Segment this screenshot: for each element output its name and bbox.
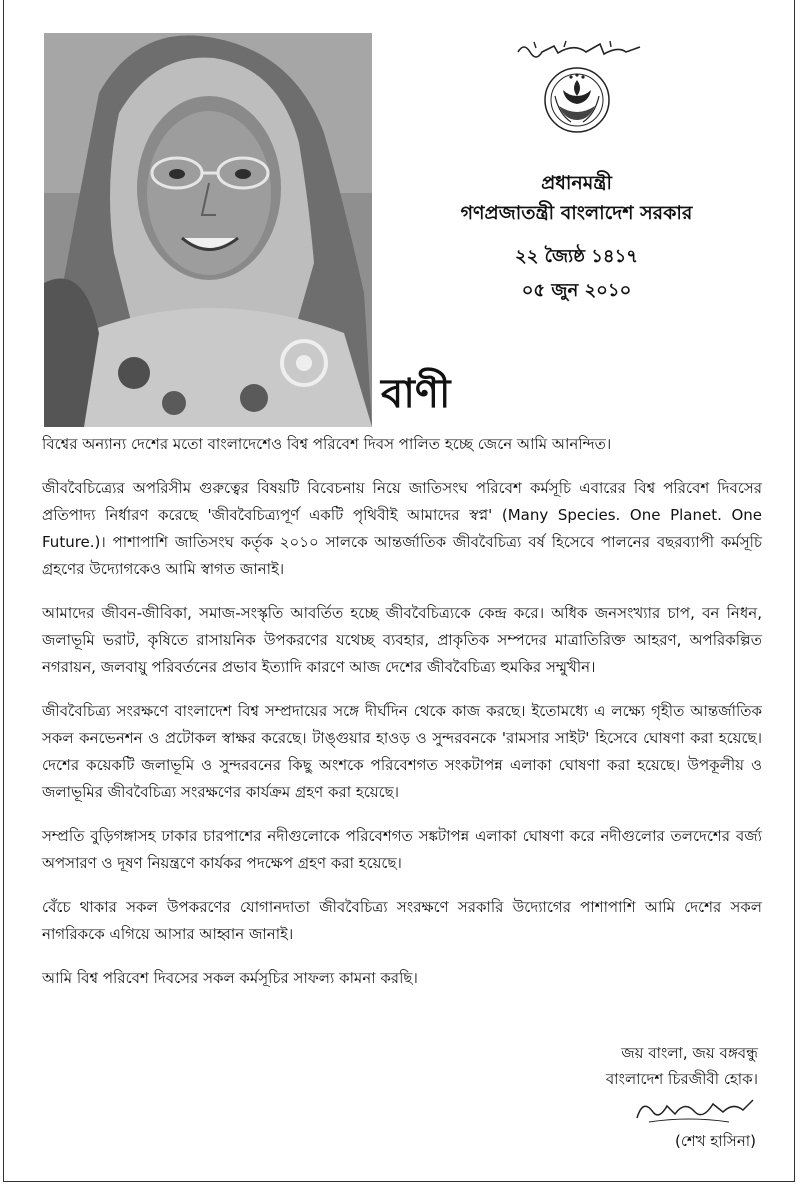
message-title: বাণী: [381, 371, 451, 417]
portrait-illustration: [44, 33, 372, 427]
slogan-bangladesh: বাংলাদেশ চিরজীবী হোক।: [605, 1070, 758, 1088]
paragraph: জীববৈচিত্র্যের অপরিসীম গুরুত্বের বিষয়টি বিবেচনায় নিয়ে জাতিসংঘ পরিবেশ কর্মসূচি এবারের বিশ্ব পরিবেশ দিবসের প্রতিপাদ্য নির্ধারণ করেছে 'জীববৈচিত্র্যপূর্ণ একটি পৃথিবীই আমাদের স্বপ্ন' (Many Species. One Planet. One Future.)। পাশাপাশি জাতিসংঘ কর্তৃক ২০১০ সালকে আন্তর্জাতিক জীববৈচিত্র্য বর্ষ হিসেবে পালনের বছরব্যাপী কর্মসূচি গ্রহণের উদ্যোগকেও আমি স্বাগত জানাই।: [42, 479, 762, 578]
bismillah-calligraphy: [514, 38, 644, 58]
bismillah-script: [514, 38, 644, 58]
paragraph: সম্প্রতি বুড়িগঙ্গাসহ ঢাকার চারপাশের নদীগুলোকে পরিবেশগত সঙ্কটাপন্ন এলাকা ঘোষণা করে নদীগুলোর তলদেশের বর্জ্য অপসারণ ও দূষণ নিয়ন্ত্রণে কার্যকর পদক্ষেপ গ্রহণ করা হয়েছে।: [42, 827, 762, 872]
paragraph: আমি বিশ্ব পরিবেশ দিবসের সকল কর্মসূচির সাফল্য কামনা করছি।: [42, 969, 418, 987]
date-gregorian: ০৫ জুন ২০১০: [521, 280, 632, 301]
paragraph: আমাদের জীবন-জীবিকা, সমাজ-সংস্কৃতি আবর্তিত হচ্ছে জীববৈচিত্র্যকে কেন্দ্র করে। অধিক জনসংখ্যার চাপ, বন নিধন, জলাভূমি ভরাট, কৃষিতে রাসায়নিক উপকরণের যথেচ্ছ ব্যবহার, প্রাকৃতিক সম্পদের মাত্রাতিরিক্ত আহরণ, অপরিকল্পিত নগরায়ন, জলবায়ু পরিবর্তনের প্রভাব ইত্যাদি কারণে আজ দেশের জীববৈচিত্র্য হুমকির সম্মুখীন।: [42, 604, 762, 676]
handwritten-signature: [629, 1092, 759, 1128]
message-body: [42, 431, 762, 1009]
paragraph: বিশ্বের অন্যান্য দেশের মতো বাংলাদেশেও বিশ্ব পরিবেশ দিবস পালিত হচ্ছে জেনে আমি আনন্দিত।: [42, 435, 612, 453]
portrait-photo: [44, 33, 372, 427]
date-bengali: ২২ জ্যৈষ্ঠ ১৪১৭: [514, 246, 638, 267]
signature: [629, 1092, 759, 1128]
slogan-joy-bangla: জয় বাংলা, জয় বঙ্গবন্ধু: [621, 1044, 758, 1062]
government-emblem: [541, 66, 613, 148]
message-document: [3, 0, 795, 1182]
paragraph: জীববৈচিত্র্য সংরক্ষণে বাংলাদেশ বিশ্ব সম্প্রদায়ের সঙ্গে দীর্ঘদিন থেকে কাজ করছে। ইতোমধ্যে এ লক্ষ্যে গৃহীত আন্তর্জাতিক সকল কনভেনশন ও প্রটোকল স্বাক্ষর করেছে। টাঙ্গুয়ার হাওড় ও সুন্দরবনকে 'রামসার সাইট' হিসেবে ঘোষণা করা হয়েছে। দেশের কয়েকটি জলাভূমি ও সুন্দরবনের কিছু অংশকে পরিবেশগত সংকটাপন্ন এলাকা ঘোষণা করা হয়েছে। উপকূলীয় ও জলাভূমির জীববৈচিত্র্য সংরক্ষণের কার্যক্রম গ্রহণ করা হয়েছে।: [42, 702, 762, 801]
closing-slogans: [606, 1040, 758, 1092]
government-title: গণপ্রজাতন্ত্রী বাংলাদেশ সরকার: [460, 202, 693, 224]
signer-name: (শেখ হাসিনা): [674, 1132, 756, 1150]
emblem-seal-icon: [541, 66, 613, 148]
office-title: প্রধানমন্ত্রী: [541, 172, 612, 194]
office-header: [399, 168, 754, 308]
paragraph: বেঁচে থাকার সকল উপকরণের যোগানদাতা জীববৈচিত্র্য সংরক্ষণে সরকারি উদ্যোগের পাশাপাশি আমি দেশের সকল নাগরিককে এগিয়ে আসার আহ্বান জানাই।: [42, 898, 762, 943]
